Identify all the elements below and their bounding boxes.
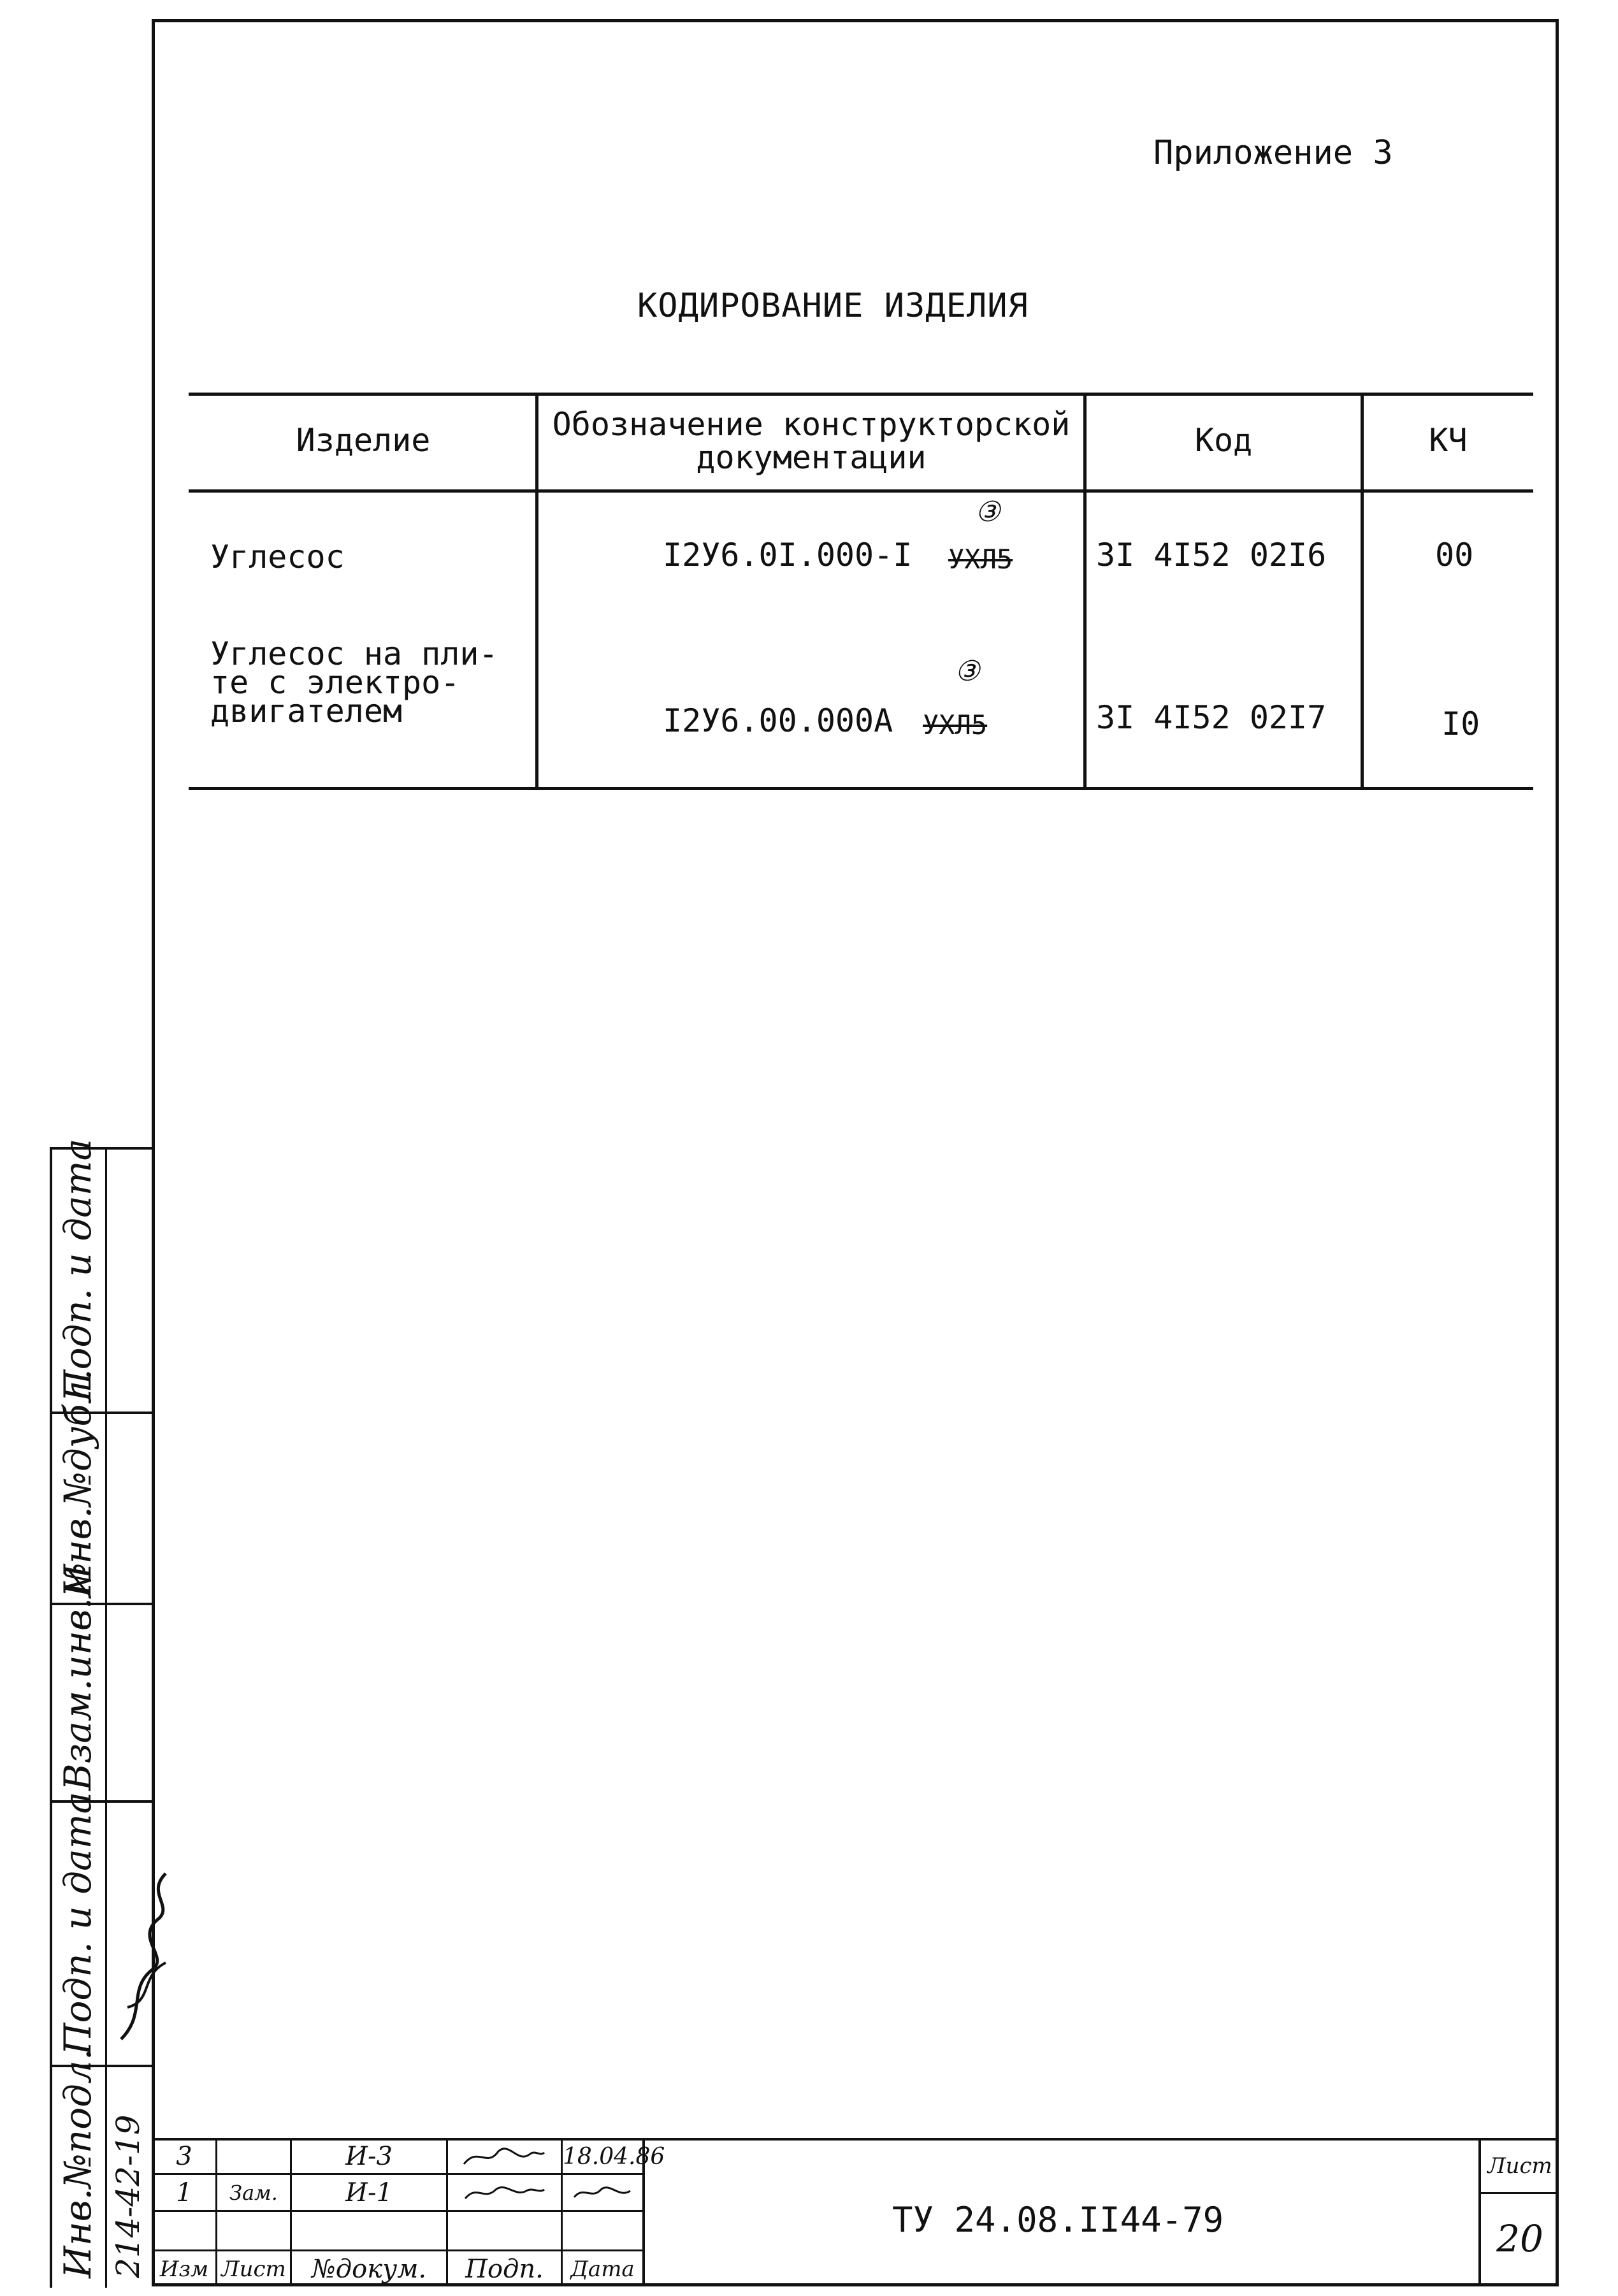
side-label-inv-dup: Инв.№дубл.	[56, 1368, 99, 1596]
sheet-number: 20	[1496, 2217, 1543, 2260]
table-bottom-rule	[189, 787, 1533, 790]
header-kch: КЧ	[1429, 422, 1468, 459]
side-inv-value: 214-42-19	[110, 2114, 147, 2278]
document-designation: ТУ 24.08.II44-79	[892, 2200, 1224, 2240]
tb-r2-sheet: Зам.	[229, 2180, 278, 2205]
row1-revision-mark: ③	[975, 496, 1000, 528]
header-designation-line1: Обозначение конструкторской	[552, 406, 1071, 443]
header-product: Изделие	[296, 422, 431, 459]
tb-r2-signature-image	[459, 2178, 548, 2206]
tb-label-change: Изм	[159, 2256, 209, 2282]
table-col-divider-1	[535, 393, 538, 790]
header-designation-line2: документации	[696, 439, 927, 476]
tb-r1-change: 3	[176, 2142, 192, 2171]
row2-kch: I0	[1441, 705, 1480, 742]
tb-r2-doc: И-1	[345, 2177, 393, 2207]
tb-r2-change: 1	[176, 2177, 192, 2207]
tb-r1-sheet	[217, 2140, 290, 2173]
row1-struck-climate: УХЛ5	[948, 544, 1013, 575]
tb-r2-date-scribble-image	[570, 2179, 634, 2205]
page-frame	[152, 19, 1559, 2286]
tb-label-sign: Подп.	[465, 2254, 544, 2284]
tb-r1-date: 18.04.86	[563, 2143, 665, 2170]
row2-revision-mark: ③	[955, 655, 980, 688]
row1-kch: 00	[1435, 537, 1474, 574]
table-top-rule	[189, 393, 1533, 396]
title-block-row-sep-2	[152, 2210, 642, 2212]
sheet-label: Лист	[1487, 2153, 1552, 2179]
side-label-sign-date-2: Подп. и дата	[56, 1138, 99, 1402]
side-label-replace-inv: Взам.инв.№	[56, 1563, 99, 1791]
row2-product-line3: двигателем	[210, 693, 403, 730]
side-label-sign-date-1: Подп. и дата	[56, 1791, 99, 2055]
row2-code: 3I 4I52 02I7	[1096, 699, 1327, 736]
appendix-label: Приложение 3	[1153, 134, 1393, 172]
tb-label-doc: №докум.	[311, 2254, 427, 2284]
side-label-inv-orig: Инв.№подл.	[56, 2048, 99, 2278]
side-stamp-inner-border	[105, 1147, 107, 2288]
signature-image	[108, 1861, 178, 2052]
page-title: КОДИРОВАНИЕ ИЗДЕЛИЯ	[637, 287, 1029, 325]
tb-r1-doc: И-3	[345, 2142, 393, 2171]
side-stamp-left-border	[50, 1147, 52, 2288]
header-code: Код	[1194, 422, 1253, 459]
row2-designation: I2У6.00.000А	[663, 702, 893, 739]
tb-label-sheet: Лист	[221, 2256, 286, 2282]
row1-designation: I2У6.0I.000-I	[663, 537, 913, 574]
row2-struck-climate: УХЛ5	[923, 709, 988, 740]
tb-r1-signature-image	[459, 2142, 548, 2170]
row1-code: 3I 4I52 02I6	[1096, 537, 1327, 574]
table-header-rule	[189, 489, 1533, 493]
row2-product-line1: Углесос на пли-	[210, 635, 498, 672]
row1-product: Углесос	[210, 538, 345, 575]
row2-product-line2: те с электро-	[210, 664, 460, 701]
tb-label-date: Дата	[570, 2256, 635, 2282]
